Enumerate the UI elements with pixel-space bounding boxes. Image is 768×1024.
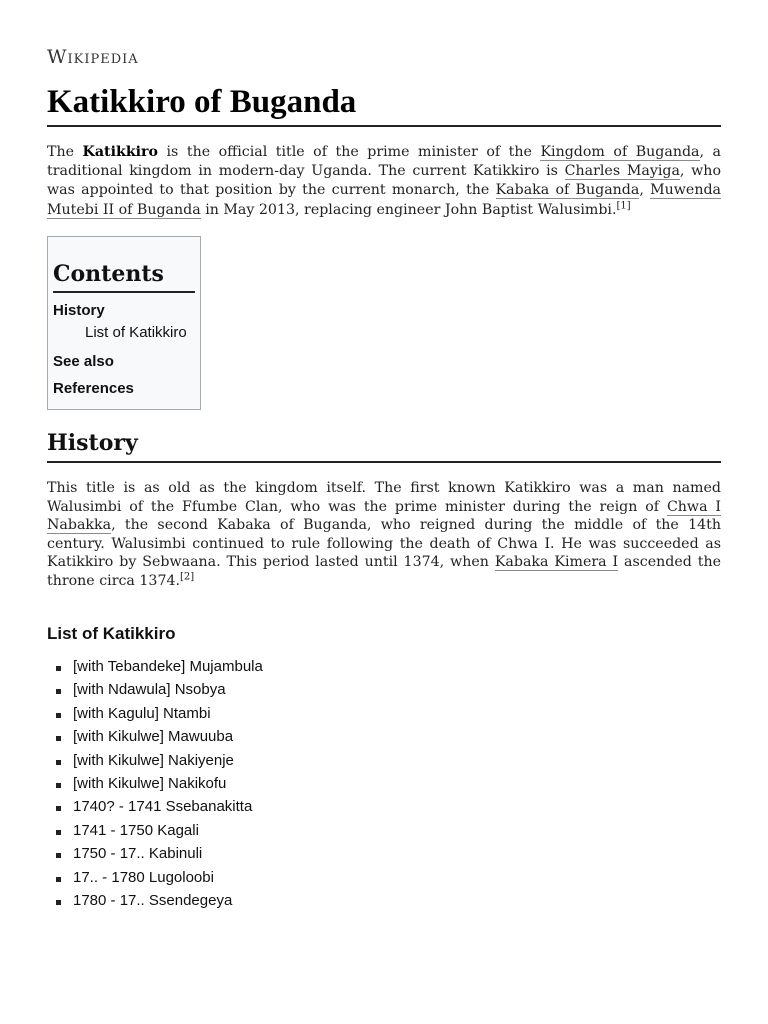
link-charles-mayiga[interactable]: Charles Mayiga xyxy=(564,163,680,180)
lead-text: in May 2013, replacing engineer John Baptist Walusimbi. xyxy=(200,201,617,218)
lead-text: , xyxy=(639,182,651,199)
list-item: [with Ndawula] Nsobya xyxy=(47,680,263,703)
toc-title: Contents xyxy=(53,261,195,293)
lead-text: , a traditional kingdom in modern-day Uganda. The current Katikkiro is xyxy=(47,144,722,180)
list-item: 1740? - 1741 Ssebanakitta xyxy=(47,797,263,820)
section-heading-history: History xyxy=(47,430,721,463)
lead-text: is the official title of the prime minister of the xyxy=(158,144,541,160)
toc-item-list-of-katikkiro[interactable]: List of Katikkiro xyxy=(85,324,187,341)
wikipedia-wordmark[interactable]: Wikipedia xyxy=(47,46,139,68)
history-text: , the second Kabaka of Buganda, who reigned during the middle of the 14th century. Walusimbi continued to rule following the death of Chwa I. He was succeeded as Katikkiro by Sebwaana. This period lasted until 1374, when xyxy=(47,517,721,571)
lead-paragraph xyxy=(47,143,721,220)
link-kingdom-of-buganda[interactable]: Kingdom of Buganda xyxy=(540,144,700,160)
lead-text: The xyxy=(47,144,83,160)
list-item: [with Kikulwe] Nakikofu xyxy=(47,774,263,797)
list-item: 1780 - 17.. Ssendegeya xyxy=(47,891,263,914)
list-item: 1750 - 17.. Kabinuli xyxy=(47,844,263,867)
table-of-contents xyxy=(47,236,201,410)
lead-bold-term: Katikkiro xyxy=(82,144,158,160)
list-item: 1741 - 1750 Kagali xyxy=(47,821,263,844)
list-item: [with Kikulwe] Mawuuba xyxy=(47,727,263,750)
link-kabaka-kimera-i[interactable]: Kabaka Kimera I xyxy=(494,554,619,571)
subsection-heading-list: List of Katikkiro xyxy=(47,624,176,643)
lead-text: , who was appointed to that position by the current monarch, the xyxy=(47,163,721,199)
list-item: [with Kikulwe] Nakiyenje xyxy=(47,751,263,774)
link-chwa-i-nabakka[interactable]: Chwa I Nabakka xyxy=(47,498,722,534)
history-text: ascended the throne circa 1374. xyxy=(47,554,721,589)
history-paragraph xyxy=(47,479,721,591)
page-title: Katikkiro of Buganda xyxy=(47,84,721,127)
list-item: [with Kagulu] Ntambi xyxy=(47,704,263,727)
list-item: 17.. - 1780 Lugoloobi xyxy=(47,868,263,891)
link-muwenda-mutebi[interactable]: Muwenda Mutebi II of Buganda xyxy=(47,182,722,218)
reference-2[interactable]: [2] xyxy=(180,571,195,583)
history-text: This title is as old as the kingdom itself. The first known Katikkiro was a man named Walusimbi of the Ffumbe Clan, who was the prime minister during the reign of xyxy=(47,480,721,515)
toc-item-references[interactable]: References xyxy=(53,380,134,397)
katikkiro-list xyxy=(47,657,263,914)
toc-item-see-also[interactable]: See also xyxy=(53,353,114,370)
link-kabaka-of-buganda[interactable]: Kabaka of Buganda xyxy=(495,182,640,199)
toc-item-history[interactable]: History xyxy=(53,302,105,319)
list-item: [with Tebandeke] Mujambula xyxy=(47,657,263,680)
reference-1[interactable]: [1] xyxy=(616,199,631,211)
